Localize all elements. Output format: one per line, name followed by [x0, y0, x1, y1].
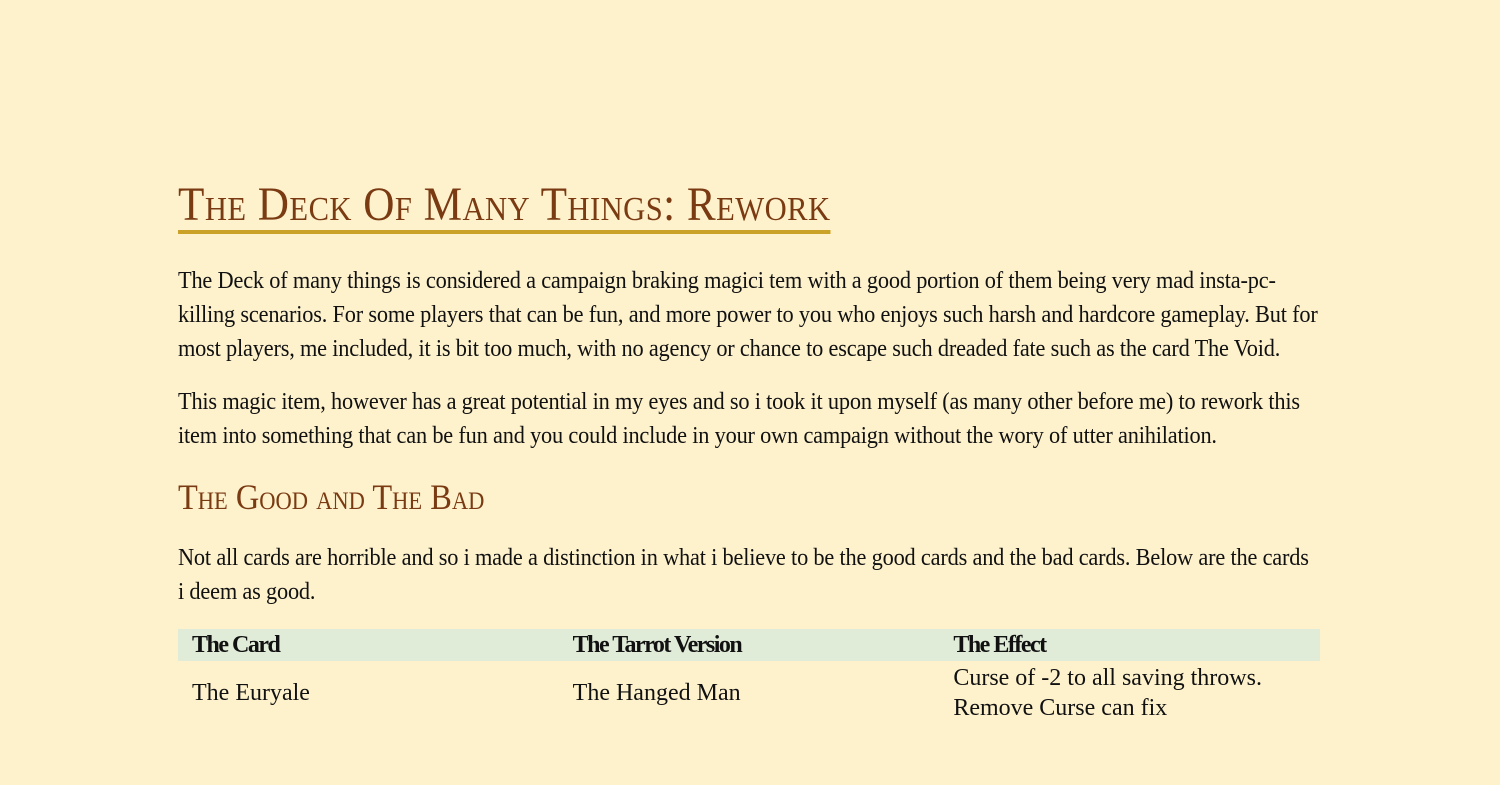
cards-table — [178, 629, 1320, 725]
section-paragraph: Not all cards are horrible and so i made a distinction in what i believe to be the good cards and the bad cards. Below are the cards i deem as good. — [178, 545, 1309, 605]
cell-card: The Euryale — [192, 680, 310, 706]
intro-paragraph: The Deck of many things is considered a campaign braking magici tem with a good portion of them being very mad insta-pc-killing scenarios. For some players that can be fun, and more power to you who enjoys such harsh and hardcore gameplay. But for most players, me included, it is bit too much, with no agency or chance to escape such dreaded fate such as the card The Void. — [178, 268, 1318, 362]
header-tarrot-version: The Tarrot Version — [559, 629, 940, 661]
intro-paragraph-2: This magic item, however has a great potential in my eyes and so i took it upon myself (as many other before me) to rework this item into something that can be fun and you could include in your own campaign without the wory of utter anihilation. — [178, 389, 1300, 449]
cell-tarrot: The Hanged Man — [572, 680, 741, 706]
header-effect: The Effect — [939, 629, 1320, 661]
document-page — [178, 180, 1320, 725]
header-card: The Card — [178, 629, 559, 661]
section-heading: The Good and The Bad — [178, 477, 485, 517]
table-header-row — [178, 629, 1320, 661]
page-title: The Deck Of Many Things: Rework — [178, 180, 831, 234]
cell-effect: Curse of -2 to all saving throws. Remove Curse can fix — [953, 665, 1262, 721]
table-row — [178, 661, 1320, 725]
